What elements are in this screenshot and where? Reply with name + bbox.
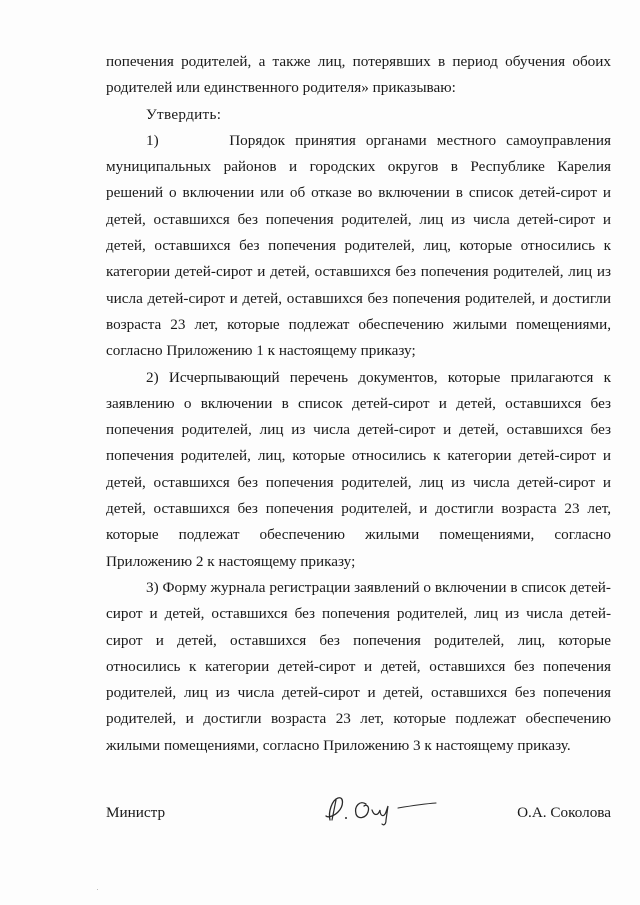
paragraph-intro: попечения родителей, а также лиц, потерявших в период обучения обоих родителей или единственного родителя» приказываю: xyxy=(106,53,611,97)
scan-speck xyxy=(97,889,98,890)
document-body xyxy=(106,49,611,759)
paragraph-item-1: 1) Порядок принятия органами местного самоуправления муниципальных районов и городских округов в Республике Карелия решений о включении или об отказе во включении в список детей-сирот и детей, оставшихся без попечения родителей, лиц из числа детей-сирот и детей, оставшихся без попечения родителей, лиц, которые относились к категории детей-сирот и детей, оставшихся без попечения родителей, лиц из числа детей-сирот и детей, оставшихся без попечения родителей, и достигли возраста 23 лет, которые подлежат обеспечению жилыми помещениями, согласно Приложению 1 к настоящему приказу; xyxy=(106,131,611,360)
handwritten-signature xyxy=(314,790,444,830)
paragraph-approve: Утвердить: xyxy=(146,105,222,123)
signature-block xyxy=(106,790,611,830)
paragraph-item-3: 3) Форму журнала регистрации заявлений о включении в список детей-сирот и детей, оставшихся без попечения родителей, лиц из числа детей-сирот и детей, оставшихся без попечения родителей, лиц, которые относились к категории детей-сирот и детей, оставшихся без попечения родителей, лиц из числа детей-сирот и детей, оставшихся без попечения родителей, и достигли возраста 23 лет, которые подлежат обеспечению жилыми помещениями, согласно Приложению 3 к настоящему приказу. xyxy=(106,578,611,754)
signatory-name: О.А. Соколова xyxy=(517,804,611,821)
signatory-title: Министр xyxy=(106,804,166,821)
paragraph-item-2: 2) Исчерпывающий перечень документов, которые прилагаются к заявлению о включении в список детей-сирот и детей, оставшихся без попечения родителей, лиц из числа детей-сирот и детей, оставшихся без попечения родителей, лиц, которые относились к категории детей-сирот и детей, оставшихся без попечения родителей, лиц из числа детей-сирот и детей, оставшихся без попечения родителей, и достигли возраста 23 лет, которые подлежат обеспечению жилыми помещениями, согласно Приложению 2 к настоящему приказу; xyxy=(106,368,611,570)
